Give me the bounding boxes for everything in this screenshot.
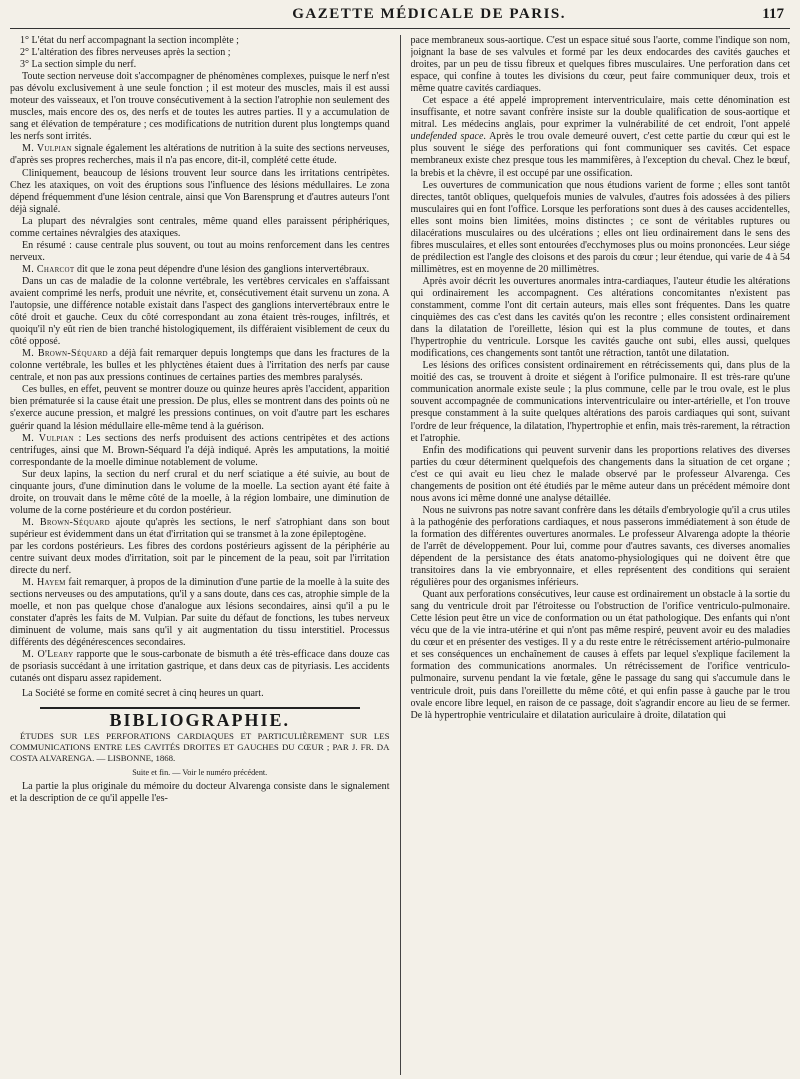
paragraph-text: a déjà fait remarquer depuis longtemps que dans les fractures de la colonne vertébrale, les bulles et les phlyctènes étaient dues à l'irritation des nerfs par cause centrale, et non pas aux pressions continues de certaines parties des membres paralysés. xyxy=(10,348,390,384)
paragraph: La plupart des névralgies sont centrales, même quand elles paraissent périphériques, comme certaines névralgies des ataxiques. xyxy=(10,215,390,239)
speaker-name: M. O'Leary xyxy=(22,649,74,661)
paragraph-text: Cet espace a été appelé improprement interventriculaire, mais cette dénomination est insuffisante, et notre savant confrère insiste sur la double qualification de sous-aortique et mitral. Les médecins anglais, pour exprimer la vulnérabilité de cet endroit, l'ont appelé xyxy=(410,95,790,131)
paragraph: Ces bulles, en effet, peuvent se montrer douze ou quinze heures après l'accident, apparition bien prématurée si la cause était une pression. De plus, elles se montrent dans des points où ne s'exerce aucune pression, et malgré les pressions continues, on voit d'autre part les eschares guérir quand la lésion médullaire elle-même tend à la guérison. xyxy=(10,384,390,432)
speaker-name: M. Brown-Séquard xyxy=(22,348,108,360)
bibliography-heading: BIBLIOGRAPHIE. xyxy=(109,709,291,730)
speaker-name: M. Vulpian xyxy=(22,143,72,155)
paragraph: Cliniquement, beaucoup de lésions trouvent leur source dans les irritations centripètes. Chez les ataxiques, on voit des éruptions sous l'influence des lésions médullaires. Le zona dépend fréquemment d'une lésion centrale, ainsi que Von Barensprung et d'autres auteurs l'ont déjà signalé. xyxy=(10,167,390,215)
closing-line: La Société se forme en comité secret à cinq heures un quart. xyxy=(22,687,264,699)
right-column xyxy=(411,35,791,1075)
paragraph-text: rapporte que le sous-carbonate de bismuth a été très-efficace dans douze cas de psoriasis succédant à une irritation gastrique, et dans deux cas de pityriasis. Les accidents cutanés ont disparu assez rapidement. xyxy=(10,649,390,685)
running-header xyxy=(10,6,790,29)
speaker-name: M. Brown-Séquard xyxy=(22,516,111,528)
paragraph: Dans un cas de maladie de la colonne vertébrale, les vertèbres cervicales en s'affaissant avaient comprimé les nerfs, produit une névrite, et, consécutivement était survenu un zona. A l'autopsie, une différence notable existait dans l'aspect des ganglions intervertébraux entre le côté droit et gauche. Ceux du côté correspondant au zona étaient très-rouges, infiltrés, et quoiqu'il n'y eût rien de bien tranché histologiquement, ils différaient visiblement de ceux du côté opposé. xyxy=(10,275,390,348)
paragraph-text: . Après le trou ovale demeuré ouvert, c'est cette partie du cœur qui est le plus souvent le siége des perforations qui font communiquer ses cavités. Cet espace membraneux existe chez presque tous les mammifères, à l'exception du cheval. Chez le bœuf, la brebis et la chèvre, il est occupé par une ossification. xyxy=(410,131,790,179)
numbered-list xyxy=(10,35,390,71)
list-item: 3° La section simple du nerf. xyxy=(20,59,137,71)
column-rule xyxy=(400,35,401,1075)
list-item: 1° L'état du nerf accompagnant la section incomplète ; xyxy=(20,35,239,46)
left-column xyxy=(10,35,390,1075)
paragraph-text: : Les sections des nerfs produisent des actions centripètes et des actions centrifuges, ainsi que M. Brown-Séquard l'a déjà indiqué. Après les amputations, la moitié correspondante de la moelle diminue notablement de volume. xyxy=(10,432,390,468)
paragraph: En résumé : cause centrale plus souvent, ou tout au moins renforcement dans les centres nerveux. xyxy=(10,239,390,263)
paragraph: Sur deux lapins, la section du nerf crural et du nerf sciatique a été suivie, au bout de cinquante jours, d'une diminution dans le volume de la moelle. La section ayant été faite à droite, on trouvait dans le même côté de la moelle, à la région lombaire, une diminution de volume de la corne postérieure et du cordon postérieur. xyxy=(10,468,390,516)
paragraph-text: fait remarquer, à propos de la diminution d'une partie de la moelle à la suite des sections nerveuses ou des amputations, qu'il y a sans doute, dans ces cas, atrophie simple de la moelle, et non pas quelque chose d'analogue aux lésions secondaires, ainsi qu'il a pu le constater d'après les faits de M. Vulpian. Par suite du défaut de fonctions, les tubes nerveux diminuent de volume, mais sans qu'il y ait augmentation du tissu interstitiel. Processus différents des dégénérescences secondaires. xyxy=(10,577,390,649)
speaker-name: M. Vulpian xyxy=(22,432,74,444)
paragraph: Toute section nerveuse doit s'accompagner de phénomènes complexes, puisque le nerf n'est pas dévolu exclusivement à une seule fonction ; il est moteur des muscles, mais il est aussi moteur des vaisseaux, et l'on trouve consécutivement à la section l'atrophie non seulement des muscles, mais encore des os, des nerfs et de toutes les autres parties. Il y a accumulation de sang et élévation de température ; ces modifications de nutrition durent plus longtemps quand les nerfs sont irrités. xyxy=(10,71,390,143)
paragraph xyxy=(10,143,390,167)
paragraph: Après avoir décrit les ouvertures anormales intra-cardiaques, l'auteur étudie les altérations qui ordinairement les accompagnent. Ces altérations concomitantes n'existent pas constamment, comme l'ont dit certain auteurs, mais elles sont fréquentes. Dans les quatre cinquièmes des cas c'est dans les cavités qu'on les recontre ; elles consistent ordinairement dans la dilatation de l'oreillette, lésion qui est la plus commune de toutes, et dans l'hypertrophie du ventricule. Lorsque les cavités gauche ont subi, elles aussi, quelques modifications, ces changements sont tantôt une rétraction, tantôt une dilatation. xyxy=(410,275,790,360)
paragraph xyxy=(411,95,791,179)
paragraph xyxy=(10,348,390,384)
paragraph xyxy=(10,517,390,541)
paragraph: Enfin des modifications qui peuvent survenir dans les proportions relatives des diverses parties du cœur déterminent quelquefois des changements dans la situation de cet organe ; c'est ce qui avait eu lieu chez le malade observé par le professeur Alvarenga. Ces changements de position ont été étudiés par le même auteur dans un précédent mémoire dont nous avons ici même donné une analyse détaillée. xyxy=(410,444,790,504)
paragraph: Les ouvertures de communication que nous étudions varient de forme ; elles sont tantôt directes, tantôt obliques, quelquefois munies de valvules, d'autres fois adossées à des piliers musculaires qui en font l'office. Lorsque les perforations sont dues à des causes accidentelles, elles sont moins bien limitées, moins distinctes ; ce sont de véritables ruptures ou dilacérations musculaires ou des ulcérations ; elles ont lieu ordinairement dans le sens des fibres musculaires, et elles sont entourées d'ecchymoses plus ou moins prononcées. Leur siége de prédilection est l'angle des cloisons et des parois du cœur ; leur étendue, qui varie de 4 à 54 millimètres, est en moyenne de 20 millimètres. xyxy=(410,179,790,275)
paragraph-text: signale également les altérations de nutrition à la suite des sections nerveuses, d'après ses propres recherches, mais il n'a pas encore, dit-il, complété cette étude. xyxy=(10,143,390,167)
paragraph: Nous ne suivrons pas notre savant confrère dans les détails d'embryologie qu'il a crus utiles à la pathogénie des perforations cardiaques, et nous passerons immédiatement à son étude de la formation des différentes ouvertures anormales. Le professeur Alvarenga adopte la théorie de l'arrêt de développement. Pour lui, comme pour d'autres savants, ces diverses anomalies dépendent de la persistance des états anatomo-physiologiques qui ne doivent être que transitoires dans la vie embryonnaire, et elles représentent des conditions qui seraient régulières pour des organismes inférieurs. xyxy=(410,504,790,589)
list-item: 2° L'altération des fibres nerveuses après la section ; xyxy=(20,47,231,59)
book-title: ÉTUDES SUR LES PERFORATIONS CARDIAQUES ET PARTICULIÈREMENT SUR LES COMMUNICATIONS ENTRE LES CAVITÉS DROITES ET GAUCHES DU CŒUR ; PAR J. FR. DA COSTA ALVARENGA. — LISBONNE, 1868. xyxy=(10,730,390,763)
paragraph: par les cordons postérieurs. Les fibres des cordons postérieurs agissent de la périphérie au centre suivant deux modes d'irritation, soit par le pincement de la peau, soit par l'irritation directe du nerf. xyxy=(10,540,390,577)
journal-title: GAZETTE MÉDICALE DE PARIS. xyxy=(292,6,567,22)
paragraph: La partie la plus originale du mémoire du docteur Alvarenga consiste dans le signalement et la description de ce qu'il appelle l'es- xyxy=(10,780,390,804)
paragraph: Quant aux perforations consécutives, leur cause est ordinairement un obstacle à la sortie du sang du ventricule droit par l'étroitesse ou l'obstruction de l'orifice ventriculo-pulmonaire. Cette lésion peut être un vice de conformation ou un état pathologique. Des enfants qui n'ont vécu que de la vie intra-utérine et qui n'ont pas même respiré, peuvent avoir eu des maladies du cœur et en présenter des vestiges. Il y a du reste entre le rétrécissement artério-pulmonaire et ses conséquences un enchaînement de causes à effets par lequel s'explique facilement la formation des communications anormales. Un rétrécissement de l'orifice ventriculo-pulmonaire, survenu pendant la vie fœtale, gêne le passage du sang qui s'accumule dans le ventricule droit, puis dans l'oreillette du même côté, et qui enfin passe à gauche par le trou ovale encore libre lequel, en raison de ce passage, doit s'agrandir encore au lieu de se fermer. De là hypertrophie ventriculaire et dilatation auriculaire à droite, dilatation qui xyxy=(410,589,790,721)
paragraph xyxy=(10,649,390,685)
paragraph: Les lésions des orifices consistent ordinairement en rétrécissements qui, dans plus de la moitié des cas, se trouvent à droite et siégent à l'orifice pulmonaire. Il est très-rare qu'une communication anormale existe seule ; la plus commune, celle par le trou ovale, est le plus souvent accompagnée de communications interventriculaire ou inter-artérielle, et l'on trouve presque constamment à la suite quelques altérations des parois cardiaques qui sont, suivant l'ordre de leur fréquence, la dilatation, l'hypertrophie et enfin, mais très-rarement, la rétraction et l'atrophie. xyxy=(410,360,790,444)
paragraph xyxy=(10,577,390,649)
paragraph xyxy=(10,264,390,276)
paragraph-text: ajoute qu'après les sections, le nerf s'atrophiant dans son bout supérieur est évidemment dans un état d'irritation qui se transmet à la zone épileptogène. xyxy=(10,516,390,540)
speaker-name: M. Charcot xyxy=(22,263,75,275)
section-divider xyxy=(40,707,360,709)
speaker-name: M. Hayem xyxy=(22,577,66,589)
emphasis: undefended space xyxy=(410,131,484,143)
page-number: 117 xyxy=(762,6,784,22)
continuation-note: Suite et fin. — Voir le numéro précédent. xyxy=(132,767,268,777)
paragraph-text: dit que le zona peut dépendre d'une lésion des ganglions intervertébraux. xyxy=(74,263,370,275)
paragraph: pace membraneux sous-aortique. C'est un espace situé sous l'aorte, comme l'indique son nom, joignant la base de ses valvules et formé par les deux endocardes des cavités gauches et droites, par un peu de tissu fibreux et quelques fibres musculaires. Une perforation dans cet espace, qui confine à toutes les divisions du cœur, peut faire communiquer deux, trois et même quatre cavités cardiaques. xyxy=(410,35,790,95)
two-column-body xyxy=(10,35,790,1075)
paragraph xyxy=(10,433,390,469)
